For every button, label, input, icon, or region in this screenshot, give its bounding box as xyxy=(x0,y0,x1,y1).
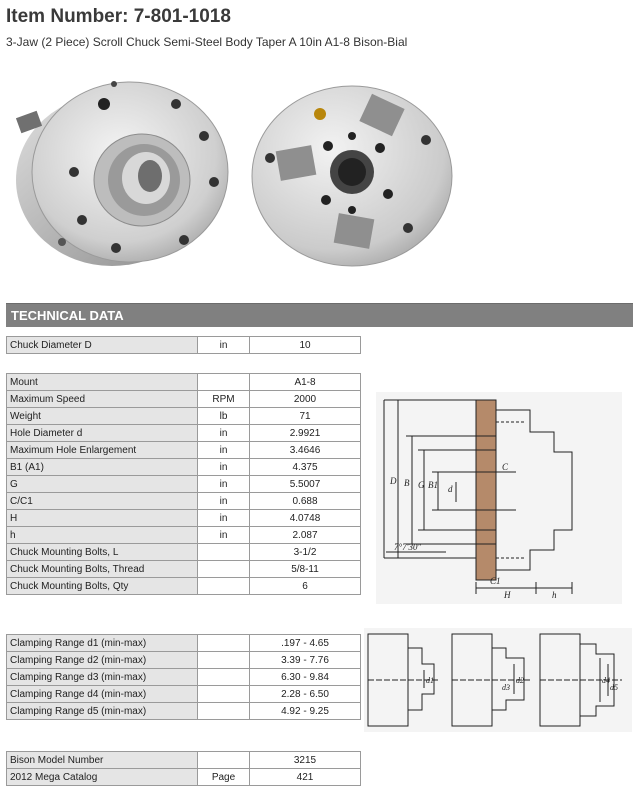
spec-unit xyxy=(198,686,250,703)
spec-unit: lb xyxy=(198,408,250,425)
spec-label: 2012 Mega Catalog xyxy=(7,769,198,786)
clamp-label-d2: d2 xyxy=(516,676,524,685)
spec-unit: in xyxy=(198,337,250,354)
table-row xyxy=(7,510,361,527)
spec-unit: in xyxy=(198,476,250,493)
clamping-range-drawings xyxy=(364,628,632,732)
table-row xyxy=(7,752,361,769)
clamping-table-body xyxy=(7,635,361,720)
spec-label: H xyxy=(7,510,198,527)
chuck-dimension-drawing xyxy=(376,392,622,604)
dim-label-b1: B1 xyxy=(428,480,438,490)
spec-unit: in xyxy=(198,442,250,459)
spec-label: Bison Model Number xyxy=(7,752,198,769)
dim-label-angle: 7°7'30" xyxy=(394,542,422,552)
dim-label-b: B xyxy=(404,478,410,488)
spec-label: Chuck Diameter D xyxy=(7,337,198,354)
spec-label: Maximum Hole Enlargement xyxy=(7,442,198,459)
spec-label: Weight xyxy=(7,408,198,425)
spec-value: 6 xyxy=(250,578,361,595)
spec-value: 10 xyxy=(250,337,361,354)
spec-label: Clamping Range d4 (min-max) xyxy=(7,686,198,703)
spec-value: 2.087 xyxy=(250,527,361,544)
spec-label: Chuck Mounting Bolts, L xyxy=(7,544,198,561)
dim-label-c: C xyxy=(502,462,509,472)
spec-value: .197 - 4.65 xyxy=(250,635,361,652)
table-row xyxy=(7,493,361,510)
chuck-photo-front xyxy=(240,76,462,278)
spec-label: Hole Diameter d xyxy=(7,425,198,442)
spec-unit: in xyxy=(198,493,250,510)
table-row xyxy=(7,408,361,425)
table-row xyxy=(7,578,361,595)
spec-label: Clamping Range d2 (min-max) xyxy=(7,652,198,669)
spec-label: Clamping Range d5 (min-max) xyxy=(7,703,198,720)
clamp-label-d5: d5 xyxy=(610,683,618,692)
spec-value: 3-1/2 xyxy=(250,544,361,561)
spec-label: B1 (A1) xyxy=(7,459,198,476)
spec-unit xyxy=(198,578,250,595)
dim-label-d-small: d xyxy=(448,484,453,494)
spec-unit: in xyxy=(198,459,250,476)
spec-value: 4.92 - 9.25 xyxy=(250,703,361,720)
spec-label: Maximum Speed xyxy=(7,391,198,408)
catalog-table xyxy=(6,751,361,786)
spec-label: Clamping Range d3 (min-max) xyxy=(7,669,198,686)
table-row xyxy=(7,544,361,561)
table-row xyxy=(7,442,361,459)
dim-label-h-large: H xyxy=(504,590,511,600)
spec-value: 5.5007 xyxy=(250,476,361,493)
table-row xyxy=(7,635,361,652)
dim-label-d-large: D xyxy=(390,476,397,486)
diameter-table-body xyxy=(7,337,361,354)
table-row xyxy=(7,374,361,391)
table-row xyxy=(7,686,361,703)
spec-value: 2.28 - 6.50 xyxy=(250,686,361,703)
clamp-label-d1: d1 xyxy=(426,676,434,685)
table-row xyxy=(7,527,361,544)
spec-unit xyxy=(198,652,250,669)
spec-unit xyxy=(198,544,250,561)
spec-value: 3.39 - 7.76 xyxy=(250,652,361,669)
spec-value: 2000 xyxy=(250,391,361,408)
table-row xyxy=(7,561,361,578)
diameter-table xyxy=(6,336,361,354)
spec-value: 4.0748 xyxy=(250,510,361,527)
clamp-label-d4: d4 xyxy=(602,676,610,685)
spec-unit xyxy=(198,752,250,769)
spec-unit: RPM xyxy=(198,391,250,408)
spec-unit xyxy=(198,561,250,578)
spec-value: 4.375 xyxy=(250,459,361,476)
table-row xyxy=(7,703,361,720)
catalog-table-body xyxy=(7,752,361,786)
table-row xyxy=(7,669,361,686)
spec-unit: Page xyxy=(198,769,250,786)
spec-unit xyxy=(198,374,250,391)
spec-unit xyxy=(198,669,250,686)
spec-value: 421 xyxy=(250,769,361,786)
item-title: Item Number: 7-801-1018 xyxy=(6,6,231,27)
spec-unit xyxy=(198,635,250,652)
table-row xyxy=(7,337,361,354)
dim-label-c1: C1 xyxy=(490,576,501,586)
spec-label: Chuck Mounting Bolts, Thread xyxy=(7,561,198,578)
spec-label: G xyxy=(7,476,198,493)
spec-value: 0.688 xyxy=(250,493,361,510)
spec-label: Mount xyxy=(7,374,198,391)
table-row xyxy=(7,391,361,408)
technical-data-header: TECHNICAL DATA xyxy=(6,303,633,327)
specs-table-body xyxy=(7,374,361,595)
spec-value: 2.9921 xyxy=(250,425,361,442)
clamping-table xyxy=(6,634,361,720)
spec-label: C/C1 xyxy=(7,493,198,510)
spec-value: 5/8-11 xyxy=(250,561,361,578)
spec-value: 3215 xyxy=(250,752,361,769)
chuck-photo-side xyxy=(4,52,236,277)
table-row xyxy=(7,652,361,669)
spec-unit: in xyxy=(198,510,250,527)
spec-unit: in xyxy=(198,425,250,442)
item-subtitle: 3-Jaw (2 Piece) Scroll Chuck Semi-Steel Body Taper A 10in A1-8 Bison-Bial xyxy=(6,35,408,49)
spec-label: h xyxy=(7,527,198,544)
dim-label-g: G xyxy=(418,480,425,490)
spec-unit: in xyxy=(198,527,250,544)
table-row xyxy=(7,459,361,476)
spec-value: 6.30 - 9.84 xyxy=(250,669,361,686)
table-row xyxy=(7,769,361,786)
spec-value: 3.4646 xyxy=(250,442,361,459)
spec-value: 71 xyxy=(250,408,361,425)
specs-table xyxy=(6,373,361,595)
table-row xyxy=(7,476,361,493)
table-row xyxy=(7,425,361,442)
spec-label: Chuck Mounting Bolts, Qty xyxy=(7,578,198,595)
spec-unit xyxy=(198,703,250,720)
dim-label-h-small: h xyxy=(552,590,557,600)
spec-label: Clamping Range d1 (min-max) xyxy=(7,635,198,652)
spec-value: A1-8 xyxy=(250,374,361,391)
clamp-label-d3: d3 xyxy=(502,683,510,692)
